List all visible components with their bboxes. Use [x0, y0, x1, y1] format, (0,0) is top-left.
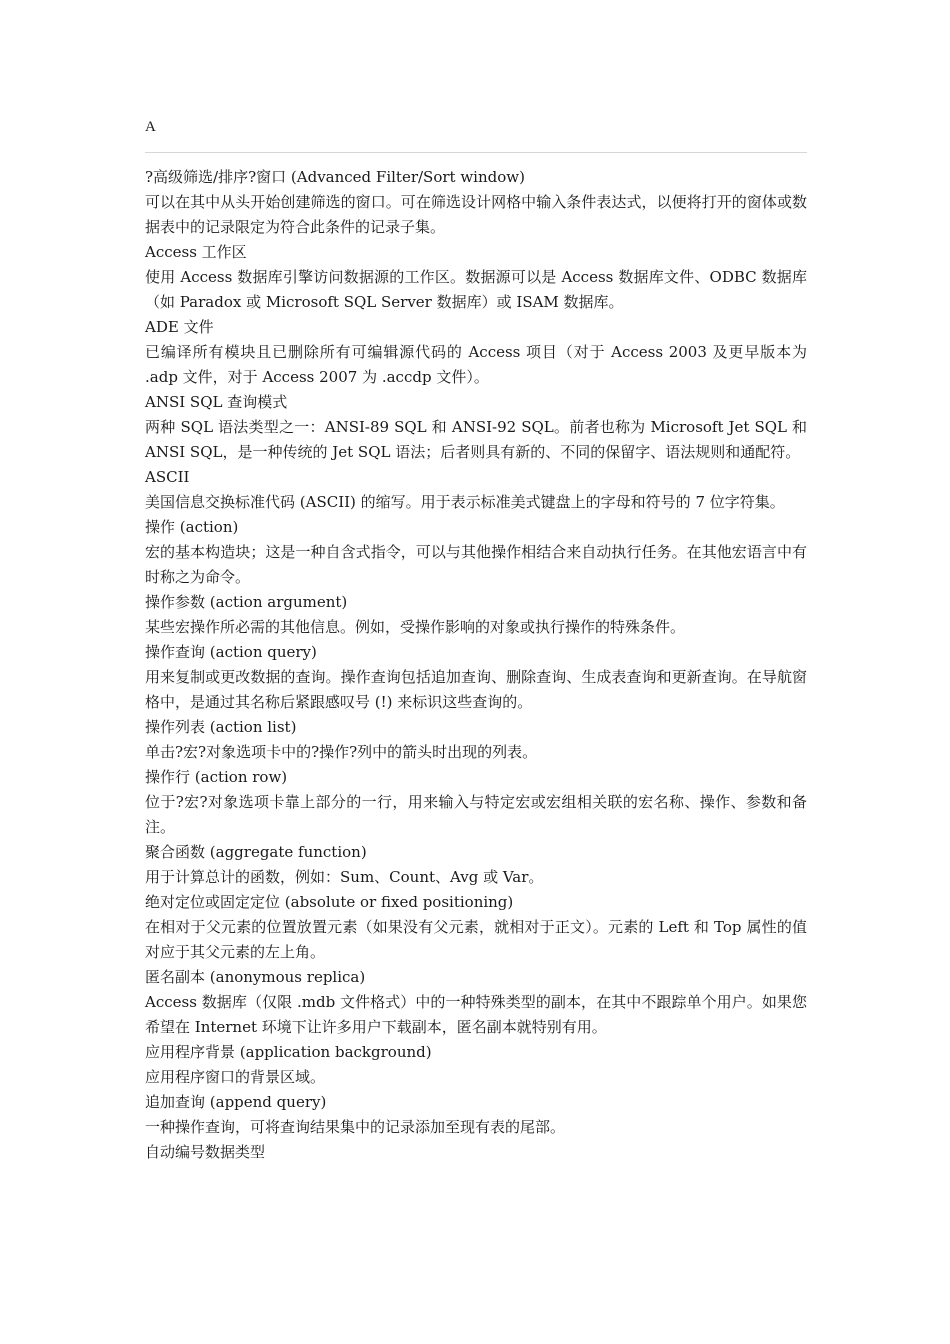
entry-definition: 两种 SQL 语法类型之一：ANSI-89 SQL 和 ANSI-92 SQL。前者也称为 Microsoft Jet SQL 和 ANSI SQL，是一种传统的 Jet SQL 语法；后者则具有新的、不同的保留字、语法规则和通配符。	[145, 418, 807, 461]
glossary-entry	[145, 390, 807, 465]
entry-definition: 单击?宏?对象选项卡中的?操作?列中的箭头时出现的列表。	[145, 743, 538, 761]
glossary-entry	[145, 1090, 807, 1140]
glossary-entry	[145, 840, 807, 890]
glossary-entry	[145, 165, 807, 240]
section-divider	[145, 152, 807, 153]
entry-definition: 宏的基本构造块；这是一种自含式指令，可以与其他操作相结合来自动执行任务。在其他宏语言中有时称之为命令。	[145, 543, 807, 586]
entry-definition: 使用 Access 数据库引擎访问数据源的工作区。数据源可以是 Access 数据库文件、ODBC 数据库（如 Paradox 或 Microsoft SQL Server 数据库）或 ISAM 数据库。	[145, 268, 807, 311]
entry-definition: 应用程序窗口的背景区域。	[145, 1068, 326, 1086]
entry-definition: Access 数据库（仅限 .mdb 文件格式）中的一种特殊类型的副本，在其中不跟踪单个用户。如果您希望在 Internet 环境下让许多用户下载副本，匿名副本就特别有用。	[145, 993, 807, 1036]
glossary-entry	[145, 240, 807, 315]
glossary-entry	[145, 965, 807, 1040]
glossary-entry	[145, 1140, 807, 1165]
entry-term: ASCII	[145, 468, 190, 486]
entry-definition: 用来复制或更改数据的查询。操作查询包括追加查询、删除查询、生成表查询和更新查询。在导航窗格中，是通过其名称后紧跟感叹号 (!) 来标识这些查询的。	[145, 668, 807, 711]
glossary-entry	[145, 1040, 807, 1090]
entry-definition: 某些宏操作所必需的其他信息。例如，受操作影响的对象或执行操作的特殊条件。	[145, 618, 686, 636]
glossary-entry	[145, 315, 807, 390]
entry-definition: 可以在其中从头开始创建筛选的窗口。可在筛选设计网格中输入条件表达式，以便将打开的窗体或数据表中的记录限定为符合此条件的记录子集。	[145, 193, 807, 236]
entry-term: 聚合函数 (aggregate function)	[145, 843, 367, 861]
glossary-entry	[145, 765, 807, 840]
entry-term: 操作参数 (action argument)	[145, 593, 348, 611]
entry-term: 操作查询 (action query)	[145, 643, 317, 661]
entry-term: ?高级筛选/排序?窗口 (Advanced Filter/Sort window)	[145, 168, 525, 186]
entry-term: 操作行 (action row)	[145, 768, 288, 786]
entry-term: 操作 (action)	[145, 518, 239, 536]
glossary-entry	[145, 640, 807, 715]
entry-term: ANSI SQL 查询模式	[145, 393, 288, 411]
glossary-entry	[145, 715, 807, 765]
entry-definition: 用于计算总计的函数，例如：Sum、Count、Avg 或 Var。	[145, 868, 544, 886]
entry-term: 匿名副本 (anonymous replica)	[145, 968, 366, 986]
entry-definition: 美国信息交换标准代码 (ASCII) 的缩写。用于表示标准美式键盘上的字母和符号的 7 位字符集。	[145, 493, 785, 511]
entry-term: ADE 文件	[145, 318, 214, 336]
entry-term: Access 工作区	[145, 243, 247, 261]
entry-term: 绝对定位或固定定位 (absolute or fixed positioning)	[145, 893, 514, 911]
glossary-entry	[145, 465, 807, 515]
entry-term: 应用程序背景 (application background)	[145, 1043, 432, 1061]
glossary-entry	[145, 590, 807, 640]
entry-definition: 一种操作查询，可将查询结果集中的记录添加至现有表的尾部。	[145, 1118, 566, 1136]
glossary-page	[145, 116, 807, 1165]
glossary-entry	[145, 890, 807, 965]
entry-definition: 位于?宏?对象选项卡靠上部分的一行，用来输入与特定宏或宏组相关联的宏名称、操作、参数和备注。	[145, 793, 807, 836]
entry-definition: 已编译所有模块且已删除所有可编辑源代码的 Access 项目（对于 Access 2003 及更早版本为 .adp 文件，对于 Access 2007 为 .accdp 文件）。	[145, 343, 807, 386]
entry-term: 操作列表 (action list)	[145, 718, 297, 736]
entry-definition: 在相对于父元素的位置放置元素（如果没有父元素，就相对于正文）。元素的 Left 和 Top 属性的值对应于其父元素的左上角。	[145, 918, 807, 961]
entry-term: 追加查询 (append query)	[145, 1093, 327, 1111]
entry-term: 自动编号数据类型	[145, 1143, 266, 1161]
section-letter: A	[145, 119, 156, 135]
glossary-entry	[145, 515, 807, 590]
